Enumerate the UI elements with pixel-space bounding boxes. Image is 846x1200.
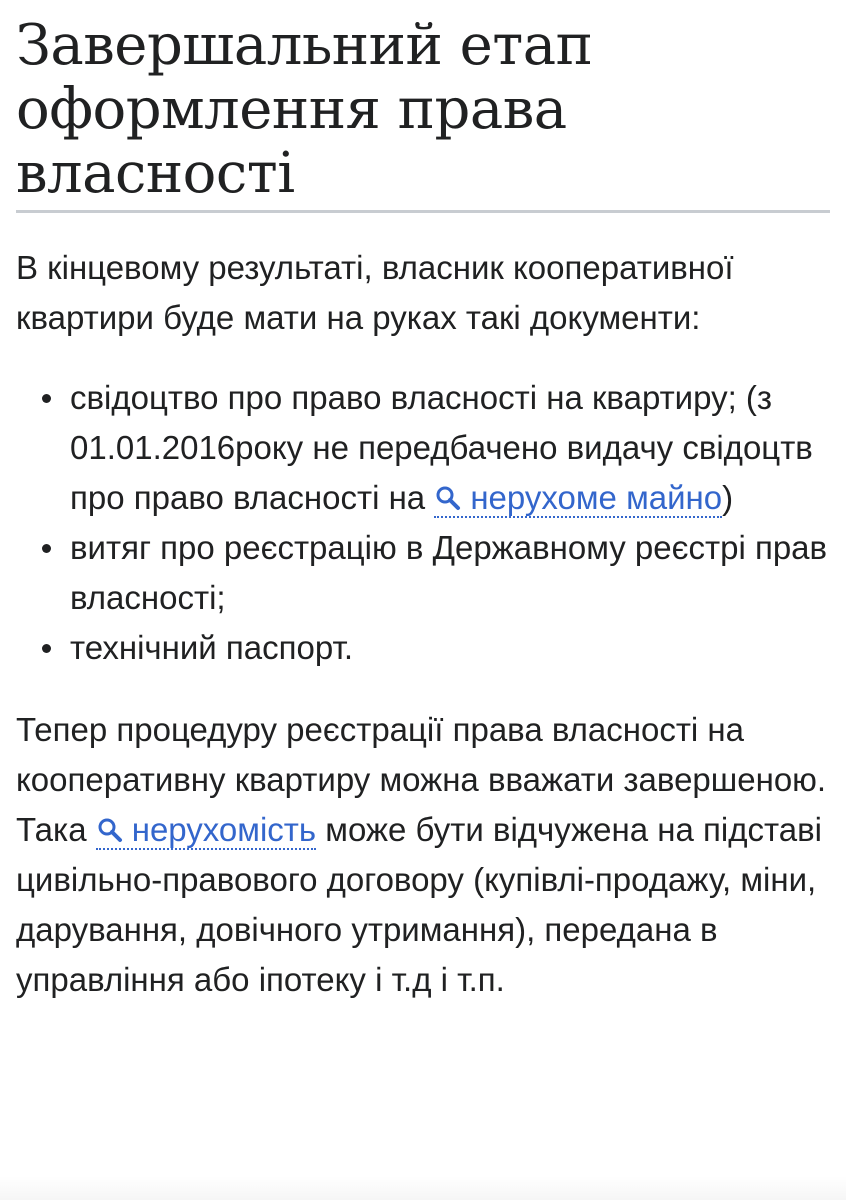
outro-paragraph (16, 705, 830, 1005)
list-item (16, 373, 830, 523)
link-nerukhomist[interactable] (96, 811, 316, 850)
documents-list (16, 373, 830, 673)
bullet-icon (42, 644, 51, 653)
link-label[interactable]: нерухоме майно (470, 479, 723, 516)
list-item-text: технічний паспорт. (70, 629, 354, 666)
article (16, 14, 830, 1005)
list-item-text: витяг про реєстрацію в Державному реєстрі прав власності; (70, 529, 828, 616)
bullet-icon (42, 544, 51, 553)
link-label[interactable]: нерухомість (131, 811, 317, 848)
intro-paragraph: В кінцевому результаті, власник кооперативної квартири буде мати на руках такі документи: (16, 249, 734, 336)
article-body (16, 243, 830, 1005)
list-item-text-after: ) (722, 479, 734, 516)
bullet-icon (42, 394, 51, 403)
search-icon (96, 816, 126, 844)
outro-text: Тепер процедуру реєстрації права власності на кооперативну квартиру можна вважати завершеною. Така (16, 711, 827, 848)
page-title: Завершальний етап оформлення права власності (16, 14, 830, 213)
list-item (16, 623, 830, 673)
list-item (16, 523, 830, 623)
search-icon (434, 484, 464, 512)
bottom-edge (0, 1176, 846, 1200)
list-item-text: свідоцтво про право власності на квартиру; (з 01.01.2016року не передбачено видачу свідоцтв про право власності на (70, 379, 813, 516)
link-nerukhome-maino[interactable] (434, 479, 722, 518)
outro-text-after: може бути відчужена на підставі цивільно-правового договору (купівлі-продажу, міни, дарування, довічного утримання), передана в управління або іпотеку і т.д і т.п. (16, 811, 822, 998)
